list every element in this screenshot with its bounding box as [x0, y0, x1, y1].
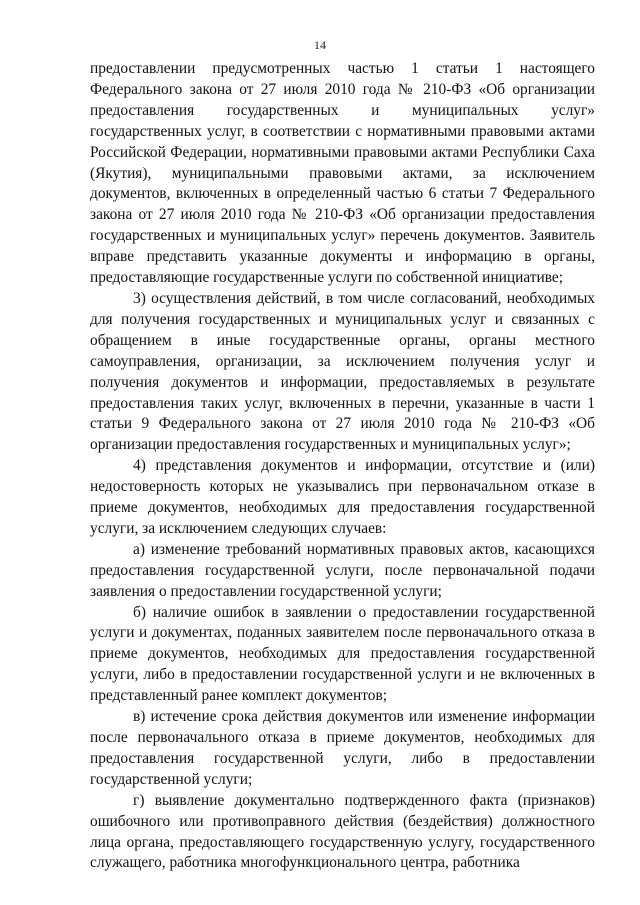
paragraph-item-3: 3) осуществления действий, в том числе согласований, необходимых для получения государственных и муниципальных услуг и связанных с обращением в иные государственные органы, органы местного самоуправления, организации, за исключением получения услуг и получения документов и информации, предоставляемых в результате предоставления таких услуг, включенных в перечни, указанные в части 1 статьи 9 Федерального закона от 27 июля 2010 года № 210-ФЗ «Об организации предоставления государственных и муниципальных услуг»; [90, 289, 595, 454]
paragraph-continuation: предоставлении предусмотренных частью 1 статьи 1 настоящего Федерального закона от 27 июля 2010 года № 210-ФЗ «Об организации предоставления государственных и муниципальных услуг» государственных услуг, в соответствии с нормативными правовыми актами Российской Федерации, нормативными правовыми актами Республики Саха (Якутия), муниципальными правовыми актами, за исключением документов, включенных в определенный частью 6 статьи 7 Федерального закона от 27 июля 2010 года № 210-ФЗ «Об организации предоставления государственных и муниципальных услуг» перечень документов. Заявитель вправе представить указанные документы и информацию в органы, предоставляющие государственные услуги по собственной инициативе; [90, 60, 595, 287]
paragraph-subitem-g: г) выявление документально подтвержденного факта (признаков) ошибочного или противоправного действия (бездействия) должностного лица органа, предоставляющего государственную услугу, государственного служащего, работника многофункционального центра, работника [90, 791, 595, 872]
page-number: 14 [314, 38, 326, 52]
paragraph-subitem-b: б) наличие ошибок в заявлении о предоставлении государственной услуги и документах, поданных заявителем после первоначального отказа в приеме документов, необходимых для предоставления государственной услуги, либо в предоставлении государственной услуги и не включенных в представленный ранее комплект документов; [90, 603, 595, 705]
paragraph-subitem-v: в) истечение срока действия документов или изменение информации после первоначального отказа в приеме документов, необходимых для предоставления государственной услуги, либо в предоставлении государственной услуги; [90, 708, 595, 788]
paragraph-item-4: 4) представления документов и информации, отсутствие и (или) недостоверность которых не указывались при первоначальном отказе в приеме документов, необходимых для предоставления государственной услуги, за исключением следующих случаев: [90, 457, 595, 537]
paragraph-subitem-a: а) изменение требований нормативных правовых актов, касающихся предоставления государственной услуги, после первоначальной подачи заявления о предоставлении государственной услуги; [90, 540, 595, 600]
document-body [90, 59, 595, 874]
